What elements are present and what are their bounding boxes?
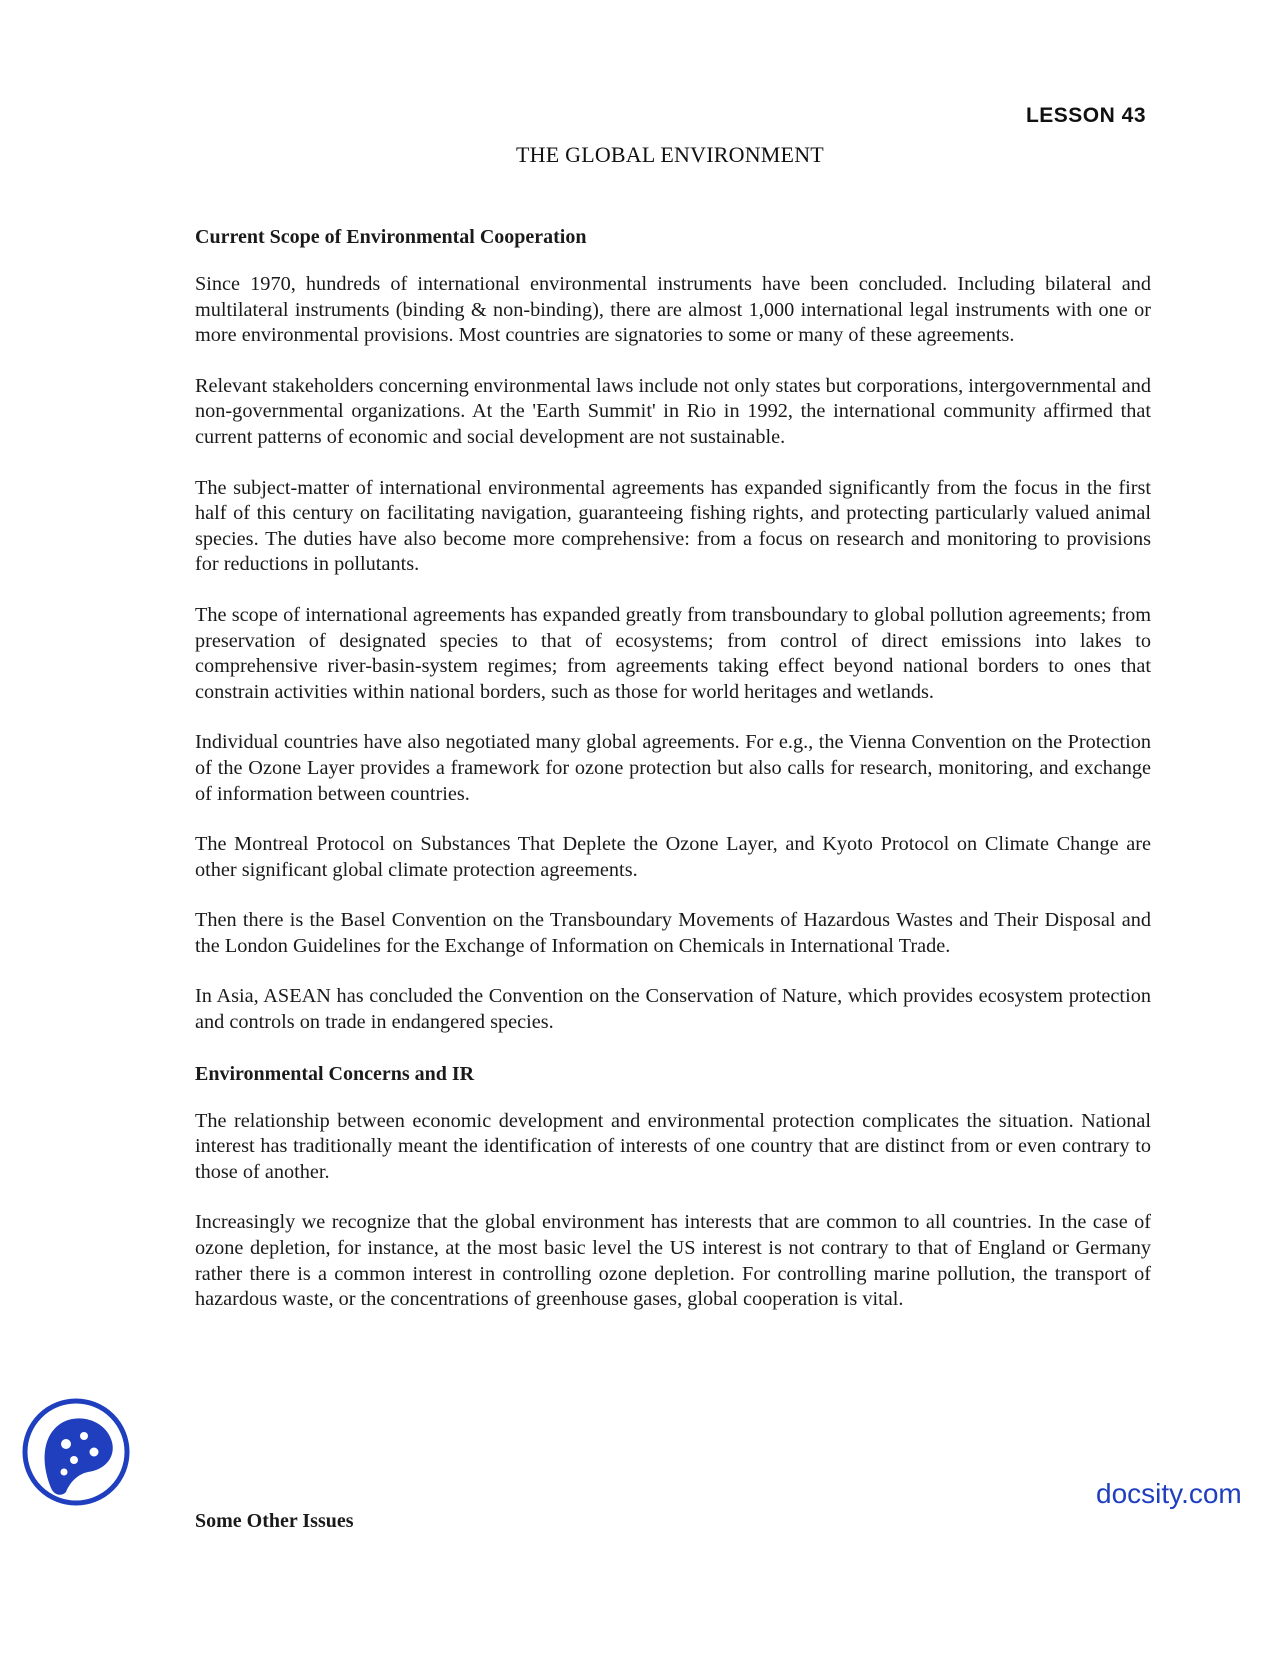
paragraph: The subject-matter of international environmental agreements has expanded significantly from the focus in the first half of this century on facilitating navigation, guaranteeing fishing rights, and protecting particularly valued animal species. The duties have also become more comprehensive: from a focus on research and monitoring to provisions for reductions in pollutants. <box>195 476 1151 576</box>
paragraph: Increasingly we recognize that the global environment has interests that are common to all countries. In the case of ozone depletion, for instance, at the most basic level the US interest is not contrary to that of England or Germany rather there is a common interest in controlling ozone depletion. For controlling marine pollution, the transport of hazardous waste, or the concentrations of greenhouse gases, global cooperation is vital. <box>195 1211 1151 1311</box>
paragraph: In Asia, ASEAN has concluded the Convention on the Conservation of Nature, which provides ecosystem protection and controls on trade in endangered species. <box>195 985 1151 1034</box>
docsity-brand-link[interactable]: docsity.com <box>1096 1478 1242 1509</box>
document-body <box>195 224 1151 1338</box>
paragraph: The relationship between economic development and environmental protection complicates the situation. National interest has traditionally meant the identification of interests of one country that are distinct from or even contrary to those of another. <box>195 1109 1151 1183</box>
section-heading-other-issues: Some Other Issues <box>195 1510 354 1532</box>
paragraph: Then there is the Basel Convention on the Transboundary Movements of Hazardous Wastes and Their Disposal and the London Guidelines for the Exchange of Information on Chemicals in International Trade. <box>195 909 1151 957</box>
page-title: THE GLOBAL ENVIRONMENT <box>516 142 824 167</box>
paragraph: The Montreal Protocol on Substances That Deplete the Ozone Layer, and Kyoto Protocol on Climate Change are other significant global climate protection agreements. <box>195 833 1151 881</box>
section-heading-concerns: Environmental Concerns and IR <box>195 1062 475 1085</box>
paragraph: The scope of international agreements has expanded greatly from transboundary to global pollution agreements; from preservation of designated species to that of ecosystems; from control of direct emissions into lakes to comprehensive river-basin-system regimes; from agreements taking effect beyond national borders to ones that constrain activities within national borders, such as those for world heritages and wetlands. <box>195 603 1151 703</box>
paragraph: Relevant stakeholders concerning environmental laws include not only states but corporations, intergovernmental and non-governmental organizations. At the 'Earth Summit' in Rio in 1992, the international community affirmed that current patterns of economic and social development are not sustainable. <box>195 374 1151 448</box>
paragraph: Individual countries have also negotiated many global agreements. For e.g., the Vienna Convention on the Protection of the Ozone Layer provides a framework for ozone protection but also calls for research, monitoring, and exchange of information between countries. <box>195 731 1151 805</box>
docsity-logo-icon[interactable] <box>22 1398 130 1506</box>
section-heading-scope: Current Scope of Environmental Cooperation <box>195 226 587 248</box>
lesson-number: LESSON 43 <box>1025 104 1146 127</box>
paragraph: Since 1970, hundreds of international environmental instruments have been concluded. Including bilateral and multilateral instruments (binding & non-binding), there are almost 1,000 international legal instruments with one or more environmental provisions. Most countries are signatories to some or many of these agreements. <box>195 273 1151 347</box>
